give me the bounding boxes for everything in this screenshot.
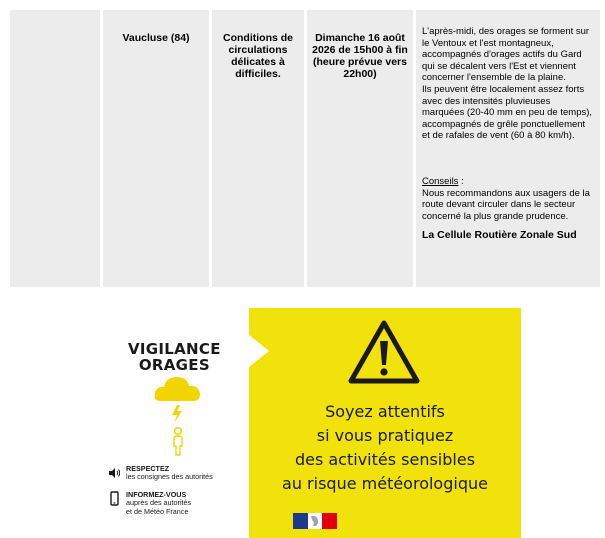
empty-cell	[10, 10, 100, 287]
tip1-bold: RESPECTEZ	[126, 464, 170, 473]
vigilance-banner	[95, 305, 525, 538]
tip2-bold: INFORMEZ-VOUS	[126, 490, 187, 499]
tip2-line3: et de Météo France	[126, 506, 189, 516]
alert-table	[10, 10, 600, 287]
conseils-title: Conseils	[422, 175, 459, 187]
vigilance-title	[128, 341, 221, 373]
conditions-cell: Conditions de circulations délicates à difficiles.	[212, 10, 304, 287]
conseils-heading	[422, 176, 594, 188]
message-line3: des activités sensibles	[294, 450, 476, 469]
signature: La Cellule Routière Zonale Sud	[422, 229, 577, 242]
panel-notch	[249, 335, 269, 367]
conseils-text: Nous recommandons aux usagers de la route devant circuler dans le secteur concerné la plus grande prudence.	[422, 187, 590, 222]
warning-triangle-icon	[348, 319, 420, 385]
tip1-text: les consignes des autorités	[126, 472, 213, 482]
cloud-storm-icon	[153, 373, 203, 457]
speaker-icon	[108, 465, 120, 481]
phone-icon	[108, 491, 120, 507]
vigilance-title-line2: ORAGES	[138, 356, 210, 374]
description-cell	[416, 10, 600, 287]
warning-message	[249, 400, 521, 496]
description-text-2: Ils peuvent être localement assez forts avec des intensités pluvieuses marquées (20-40 mm en peu de temps), accompagnés de grêle ponctuellement et de rafales de vent (60 à 80 km/h).	[422, 83, 593, 142]
tip2-line2: auprès des autorités	[126, 498, 192, 508]
description-text: L'après-midi, des orages se forment sur le Ventoux et l'est montagneux, accompagnés d'orages actifs du Gard qui se décalent vers l'Est et viennent concerner l'ensemble de la plaine.	[422, 26, 590, 84]
department-cell: Vaucluse (84)	[103, 10, 209, 287]
message-line2: si vous pratiquez	[316, 426, 454, 445]
vigilance-title-line1: VIGILANCE	[128, 340, 221, 358]
conseils-colon: :	[458, 175, 464, 187]
marianne-flag-icon	[293, 513, 337, 529]
message-line1: Soyez attentifs	[325, 402, 445, 421]
message-line4: au risque météorologique	[282, 474, 488, 493]
period-cell: Dimanche 16 août 2026 de 15h00 à fin (heure prévue vers 22h00)	[307, 10, 413, 287]
